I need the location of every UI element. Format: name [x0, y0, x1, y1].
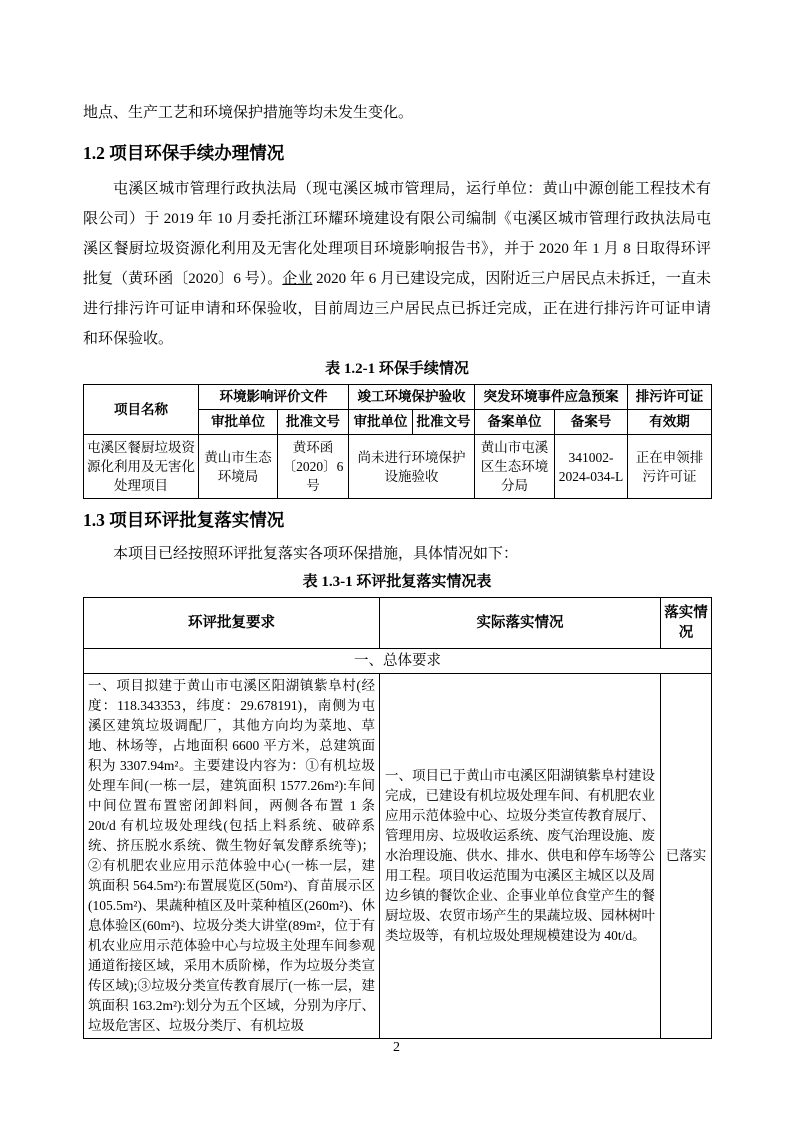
header-requirement: 环评批复要求: [84, 598, 380, 649]
table-1-2-caption: 表 1.2-1 环保手续情况: [325, 361, 469, 377]
table-row: [84, 435, 712, 499]
header-project-name: 项目名称: [84, 385, 199, 435]
header-acc-approval-no: 批准文号: [413, 410, 475, 435]
section-heading-1-3: 1.3 项目环评批复落实情况: [83, 510, 285, 530]
header-eia-approval-unit: 审批单位: [199, 410, 278, 435]
implementation-intro-paragraph: 本项目已经按照环评批复落实各项环保措施，具体情况如下：: [113, 546, 519, 562]
cell-status: 已落实: [661, 674, 712, 1039]
table-row: [84, 385, 712, 410]
underlined-text: 企业: [282, 271, 313, 287]
cell-implementation: 一、项目已于黄山市屯溪区阳湖镇紫阜村建设完成，已建设有机垃圾处理车间、有机肥农业应用示范体验中心、垃圾分类宣传教育展厅、管理用房、垃圾收运系统、废气治理设施、废水治理设施、供水、排水、供电和停车场等公用工程。项目收运范围为屯溪区主城区以及周边乡镇的餐饮企业、企事业单位食堂产生的餐厨垃圾、农贸市场产生的果蔬垃圾、园林树叶类垃圾等，有机垃圾处理规模建设为 40t/d。: [380, 674, 661, 1039]
cell-plan-record-unit: 黄山市屯溪区生态环境分局: [475, 435, 555, 499]
table-1-3-caption: 表 1.3-1 环评批复落实情况表: [302, 574, 492, 590]
table-row: [84, 598, 712, 649]
header-permit-validity: 有效期: [628, 410, 712, 435]
cell-acceptance-status: 尚未进行环境保护设施验收: [349, 435, 475, 499]
cell-permit-validity: 正在申领排污许可证: [628, 435, 712, 499]
page-content: [83, 102, 711, 1039]
cell-section-general-requirements: 一、总体要求: [84, 649, 712, 674]
header-implementation: 实际落实情况: [380, 598, 661, 649]
procedures-paragraph-part1: 屯溪区城市管理行政执法局（现屯溪区城市管理局，运行单位：黄山中源创能工程技术有限公司）于 2019 年 10 月委托浙江环耀环境建设有限公司编制《屯溪区城市管理行政执法局屯溪区餐厨垃圾资源化利用及无害化处理项目环境影响报告书》，并于 2020 年 1 月 8 日取得环评批复（黄环函〔2020〕6 号）。: [83, 181, 711, 287]
header-acc-approval-unit: 审批单位: [349, 410, 413, 435]
section-heading-1-2: 1.2 项目环保手续办理情况: [83, 143, 285, 163]
table-eia-approval-implementation: [83, 597, 712, 1039]
header-emergency-plan: 突发环境事件应急预案: [475, 385, 628, 410]
cell-plan-record-no: 341002-2024-034-L: [555, 435, 628, 499]
cell-eia-approval-unit: 黄山市生态环境局: [199, 435, 278, 499]
procedures-paragraph-part2: 2020 年 6 月已建设完成，因附近三户居民点未拆迁，一直未进行排污许可证申请和环保验收，目前周边三户居民点已拆迁完成，正在进行排污许可证申请和环保验收。: [83, 271, 711, 347]
intro-paragraph: 地点、生产工艺和环境保护措施等均未发生变化。: [83, 105, 414, 121]
table-environmental-procedures: [83, 384, 712, 499]
header-plan-record-no: 备案号: [555, 410, 628, 435]
page-number: 2: [393, 1040, 400, 1055]
cell-project-name: 屯溪区餐厨垃圾资源化利用及无害化处理项目: [84, 435, 199, 499]
header-discharge-permit: 排污许可证: [628, 385, 712, 410]
table-row: [84, 649, 712, 674]
cell-requirement: 一、项目拟建于黄山市屯溪区阳湖镇紫阜村(经度：118.343353，纬度：29.678191)，南侧为屯溪区建筑垃圾调配厂，其他方向均为菜地、草地、林场等，占地面积 6600 平方米，总建筑面积为 3307.94m²。主要建设内容为：①有机垃圾处理车间(一栋一层，建筑面积 1577.26m²):车间中间位置布置密闭卸料间，两侧各布置 1 条 20t/d 有机垃圾处理线(包括上料系统、破碎系统、挤压脱水系统、微生物好氧发酵系统等)；②有机肥农业应用示范体验中心(一栋一层，建筑面积 564.5m²):布置展览区(50m²)、育苗展示区(105.5m²)、果蔬种植区及叶菜种植区(260m²)、休息体验区(60m²)、垃圾分类大讲堂(89m²，位于有机农业应用示范体验中心与垃圾主处理车间参观通道衔接区域，采用木质阶梯，作为垃圾分类宣传区域);③垃圾分类宣传教育展厅(一栋一层，建筑面积 163.2m²):划分为五个区域，分别为序厅、垃圾危害区、垃圾分类厅、有机垃圾: [84, 674, 380, 1039]
header-eia-approval-no: 批准文号: [278, 410, 349, 435]
procedures-paragraph: [83, 174, 711, 354]
cell-eia-approval-no: 黄环函〔2020〕6号: [278, 435, 349, 499]
header-status: 落实情况: [661, 598, 712, 649]
header-eia-document: 环境影响评价文件: [199, 385, 349, 410]
header-plan-record-unit: 备案单位: [475, 410, 555, 435]
table-row: [84, 674, 712, 1039]
header-completion-acceptance: 竣工环境保护验收: [349, 385, 475, 410]
